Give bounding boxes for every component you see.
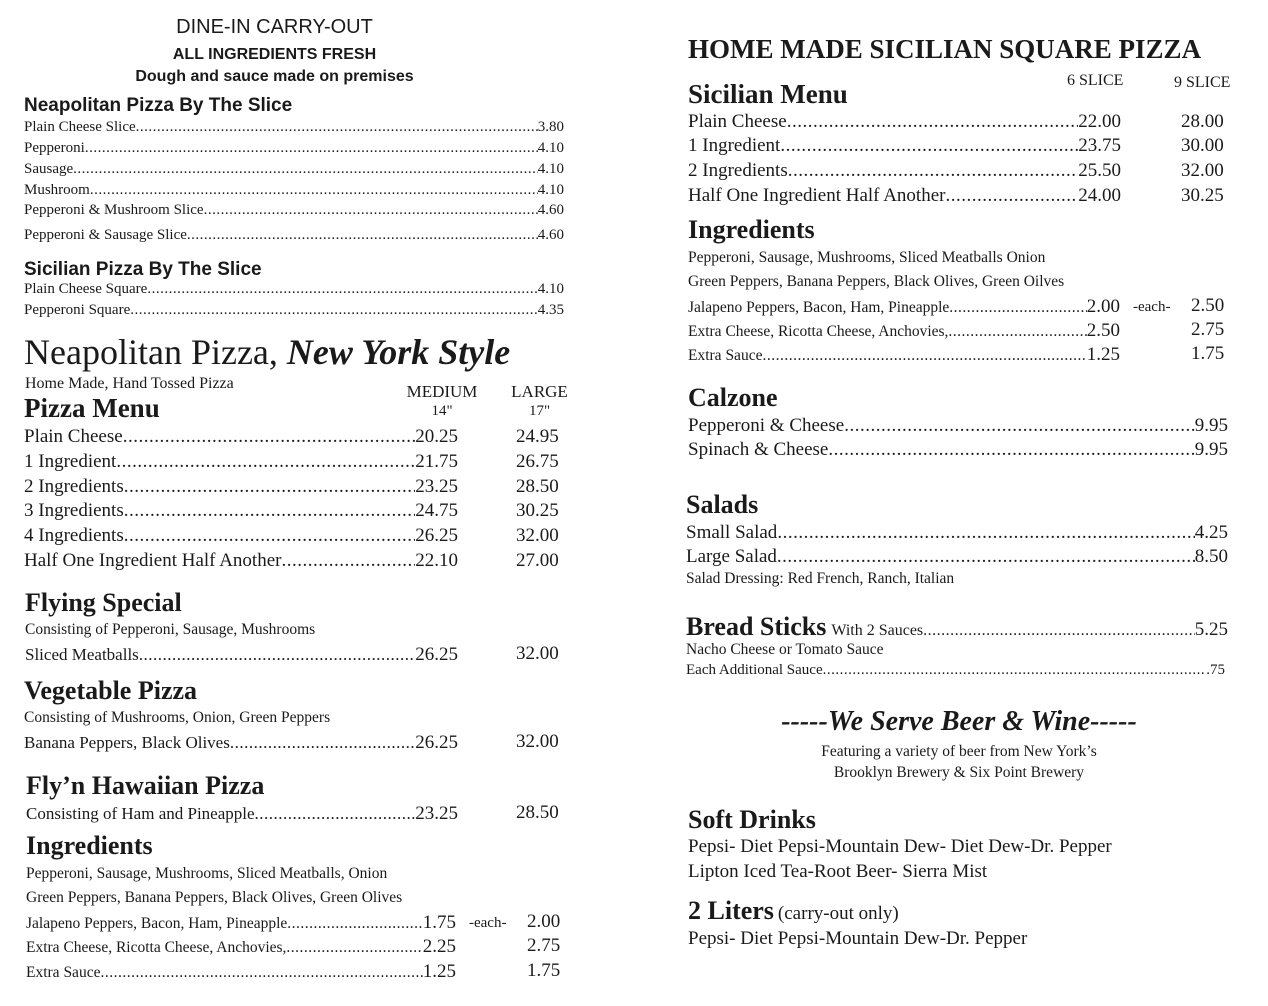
item-price: 4.10	[537, 140, 564, 156]
beer-wine-title: -----We Serve Beer & Wine-----	[781, 706, 1137, 737]
soft-drinks-line1: Pepsi- Diet Pepsi-Mountain Dew- Diet Dew-Dr. Pepper	[688, 836, 1112, 857]
menu-item	[24, 476, 458, 498]
menu-item	[26, 912, 456, 934]
flying-special-title: Flying Special	[25, 588, 182, 617]
item-name: Extra Sauce	[688, 347, 763, 364]
item-price-6: 1.25	[1086, 344, 1120, 365]
col-large-size: 17"	[528, 403, 551, 419]
menu-item	[686, 662, 1225, 679]
item-name: Jalapeno Peppers, Bacon, Ham, Pineapple	[26, 915, 288, 932]
menu-item	[688, 111, 1121, 133]
col-medium: MEDIUM	[406, 382, 478, 401]
menu-item	[24, 302, 564, 319]
menu-item	[688, 439, 1228, 461]
item-price: 9.95	[1194, 439, 1228, 460]
item-name: Pepperoni & Sausage Slice	[24, 227, 187, 243]
beer-line1: Featuring a variety of beer from New York’s	[821, 743, 1097, 760]
item-price-9: 32.00	[1181, 160, 1224, 181]
item-price-9: 28.00	[1181, 111, 1224, 132]
item-price-9: 2.75	[1191, 319, 1225, 340]
item-price-medium: 20.25	[415, 426, 458, 447]
item-name: Pepperoni Square	[24, 302, 131, 318]
liters-title: 2 Liters	[688, 896, 774, 925]
menu-item	[24, 500, 458, 522]
item-price-medium: 26.25	[415, 644, 458, 665]
menu-item	[688, 344, 1120, 366]
item-name: Mushroom	[24, 182, 90, 198]
menu-item	[688, 135, 1121, 157]
item-name: 2 Ingredients	[24, 476, 124, 497]
item-name: 4 Ingredients	[24, 525, 124, 546]
item-name: 3 Ingredients	[24, 500, 124, 521]
sicilian-menu-title: Sicilian Menu	[688, 79, 848, 109]
menu-item	[688, 160, 1121, 182]
menu-item	[24, 182, 564, 199]
item-price-medium: 26.25	[415, 525, 458, 546]
item-price-large: 27.00	[516, 550, 559, 571]
item-name: Plain Cheese Square	[24, 281, 148, 297]
item-price-9: 30.25	[1181, 185, 1224, 206]
menu-item	[24, 426, 458, 448]
item-name: Plain Cheese	[688, 111, 787, 132]
sicilian-slice-title: Sicilian Pizza By The Slice	[24, 259, 262, 280]
item-price-medium: 23.25	[415, 476, 458, 497]
menu-item	[24, 550, 458, 572]
item-price-large: 32.00	[516, 731, 559, 752]
vegetable-title: Vegetable Pizza	[24, 676, 198, 705]
liters-line1: Pepsi- Diet Pepsi-Mountain Dew-Dr. Pepper	[688, 928, 1028, 949]
item-name: Plain Cheese	[24, 426, 123, 447]
item-name: Extra Sauce	[26, 964, 101, 981]
item-price-large: 30.25	[516, 500, 559, 521]
ingredients-line2: Green Peppers, Banana Peppers, Black Olives, Green Olives	[26, 889, 403, 906]
item-name: Large Salad	[686, 546, 777, 567]
menu-item	[24, 227, 564, 244]
menu-item	[24, 161, 564, 178]
item-price-large: 24.95	[516, 426, 559, 447]
item-name: 1 Ingredient	[688, 135, 781, 156]
menu-item	[688, 320, 1120, 342]
header-dine-in: DINE-IN CARRY-OUT	[176, 16, 373, 38]
menu-item	[24, 119, 564, 136]
item-price-6: 2.50	[1086, 320, 1120, 341]
item-price: 4.10	[537, 161, 564, 177]
item-price-6: 24.00	[1078, 185, 1121, 206]
item-name: Half One Ingredient Half Another	[688, 185, 946, 206]
item-price-9: 2.50	[1191, 295, 1225, 316]
item-name: Jalapeno Peppers, Bacon, Ham, Pineapple	[688, 299, 950, 316]
soft-drinks-line2: Lipton Iced Tea-Root Beer- Sierra Mist	[688, 861, 988, 882]
item-price-medium: 21.75	[415, 451, 458, 472]
item-name: Pepperoni & Mushroom Slice	[24, 202, 204, 218]
item-name: Half One Ingredient Half Another	[24, 550, 282, 571]
ingredients-line1: Pepperoni, Sausage, Mushrooms, Sliced Meatballs Onion	[688, 249, 1046, 266]
menu-item	[686, 546, 1228, 568]
sicilian-heading: HOME MADE SICILIAN SQUARE PIZZA	[688, 34, 1202, 64]
item-price-medium: 1.25	[422, 961, 456, 982]
item-name: Small Salad	[686, 522, 778, 543]
menu-item	[26, 961, 456, 983]
ny-subtitle: Home Made, Hand Tossed Pizza	[25, 375, 234, 392]
ingredients-title: Ingredients	[688, 215, 815, 244]
menu-item	[24, 525, 458, 547]
item-price-medium: 22.10	[415, 550, 458, 571]
item-name: Each Additional Sauce	[686, 662, 823, 678]
item-price-large: 1.75	[527, 960, 561, 981]
menu-item	[25, 644, 458, 666]
item-name: Plain Cheese Slice	[24, 119, 136, 135]
item-price: 4.60	[537, 202, 564, 218]
pizza-menu-title: Pizza Menu	[24, 393, 160, 423]
menu-item	[26, 803, 458, 825]
item-name: Spinach & Cheese	[688, 439, 829, 460]
breadsticks-title: Bread Sticks	[686, 612, 827, 641]
col-6-slice: 6 SLICE	[1067, 72, 1124, 89]
salads-title: Salads	[686, 490, 759, 519]
item-price-6: 2.00	[1086, 296, 1120, 317]
item-price: 3.80	[537, 119, 564, 135]
item-price: 9.95	[1194, 415, 1228, 436]
menu-item	[686, 612, 1228, 642]
flying-desc: Consisting of Pepperoni, Sausage, Mushrooms	[25, 621, 316, 638]
item-price-medium: 24.75	[415, 500, 458, 521]
item-price-6: 23.75	[1078, 135, 1121, 156]
item-name: Consisting of Ham and Pineapple	[26, 804, 255, 823]
col-9-slice: 9 SLICE	[1174, 74, 1231, 91]
item-name: Pepperoni	[24, 140, 85, 156]
item-price-large: 2.00	[527, 911, 561, 932]
item-price-large: 32.00	[516, 525, 559, 546]
col-large: LARGE	[511, 382, 568, 401]
item-price-large: 28.50	[516, 476, 559, 497]
each-label: -each-	[1133, 299, 1171, 315]
item-name: Extra Cheese, Ricotta Cheese, Anchovies,	[26, 939, 287, 956]
menu-item	[688, 415, 1228, 437]
item-price-9: 1.75	[1191, 343, 1225, 364]
liters-heading	[688, 896, 899, 926]
item-price: 4.60	[537, 227, 564, 243]
breadsticks-desc: Nacho Cheese or Tomato Sauce	[686, 641, 884, 658]
item-price-medium: 26.25	[415, 732, 458, 753]
item-name: Extra Cheese, Ricotta Cheese, Anchovies,	[688, 323, 949, 340]
item-name: 2 Ingredients	[688, 160, 788, 181]
menu-item	[24, 140, 564, 157]
liters-note: (carry-out only)	[777, 903, 899, 924]
hawaiian-title: Fly’n Hawaiian Pizza	[26, 771, 265, 800]
item-price: 4.35	[537, 302, 564, 318]
beer-line2: Brooklyn Brewery & Six Point Brewery	[833, 764, 1085, 781]
header-fresh: ALL INGREDIENTS FRESH	[172, 46, 377, 63]
item-price: 8.50	[1194, 546, 1228, 567]
menu-item	[24, 451, 458, 473]
menu-item	[688, 185, 1121, 207]
item-name: 1 Ingredient	[24, 451, 117, 472]
ingredients-line2: Green Peppers, Banana Peppers, Black Olives, Green Oilves	[688, 273, 1065, 290]
menu-item	[26, 936, 456, 958]
menu-item	[24, 281, 564, 298]
each-label: -each-	[469, 915, 507, 931]
item-name: Pepperoni & Cheese	[688, 415, 845, 436]
item-price: 4.10	[537, 281, 564, 297]
item-price-large: 26.75	[516, 451, 559, 472]
neapolitan-slice-title: Neapolitan Pizza By The Slice	[24, 95, 293, 116]
item-price-large: 32.00	[516, 643, 559, 664]
item-price-medium: 2.25	[422, 936, 456, 957]
item-price-large: 2.75	[527, 935, 561, 956]
item-price-medium: 23.25	[415, 803, 458, 824]
soft-drinks-title: Soft Drinks	[688, 805, 816, 834]
ny-title-plain: Neapolitan Pizza,	[24, 332, 278, 372]
item-name: Banana Peppers, Black Olives	[24, 733, 230, 752]
calzone-title: Calzone	[688, 383, 778, 412]
breadsticks-subtitle: With 2 Sauces	[831, 622, 924, 639]
item-price-9: 30.00	[1181, 135, 1224, 156]
item-price: 4.10	[537, 182, 564, 198]
item-price: .75	[1206, 662, 1225, 678]
col-medium-size: 14"	[431, 403, 453, 419]
item-price: 5.25	[1194, 619, 1228, 640]
item-name: Sausage	[24, 161, 74, 177]
veg-desc: Consisting of Mushrooms, Onion, Green Peppers	[24, 709, 331, 726]
item-price-6: 22.00	[1078, 111, 1121, 132]
item-price: 4.25	[1194, 522, 1228, 543]
menu-item	[688, 296, 1120, 318]
menu-item	[686, 522, 1228, 544]
ingredients-line1: Pepperoni, Sausage, Mushrooms, Sliced Meatballs, Onion	[26, 865, 388, 882]
ingredients-title: Ingredients	[26, 831, 153, 860]
item-price-medium: 1.75	[422, 912, 456, 933]
ny-style-title	[24, 331, 510, 373]
menu-item	[24, 732, 458, 754]
header-dough: Dough and sauce made on premises	[135, 68, 414, 85]
item-price-6: 25.50	[1078, 160, 1121, 181]
item-price-large: 28.50	[516, 802, 559, 823]
menu-item	[24, 202, 564, 219]
salad-dressing: Salad Dressing: Red French, Ranch, Italian	[686, 570, 955, 587]
item-name: Sliced Meatballs	[25, 645, 139, 664]
ny-title-italic: New York Style	[286, 332, 511, 372]
